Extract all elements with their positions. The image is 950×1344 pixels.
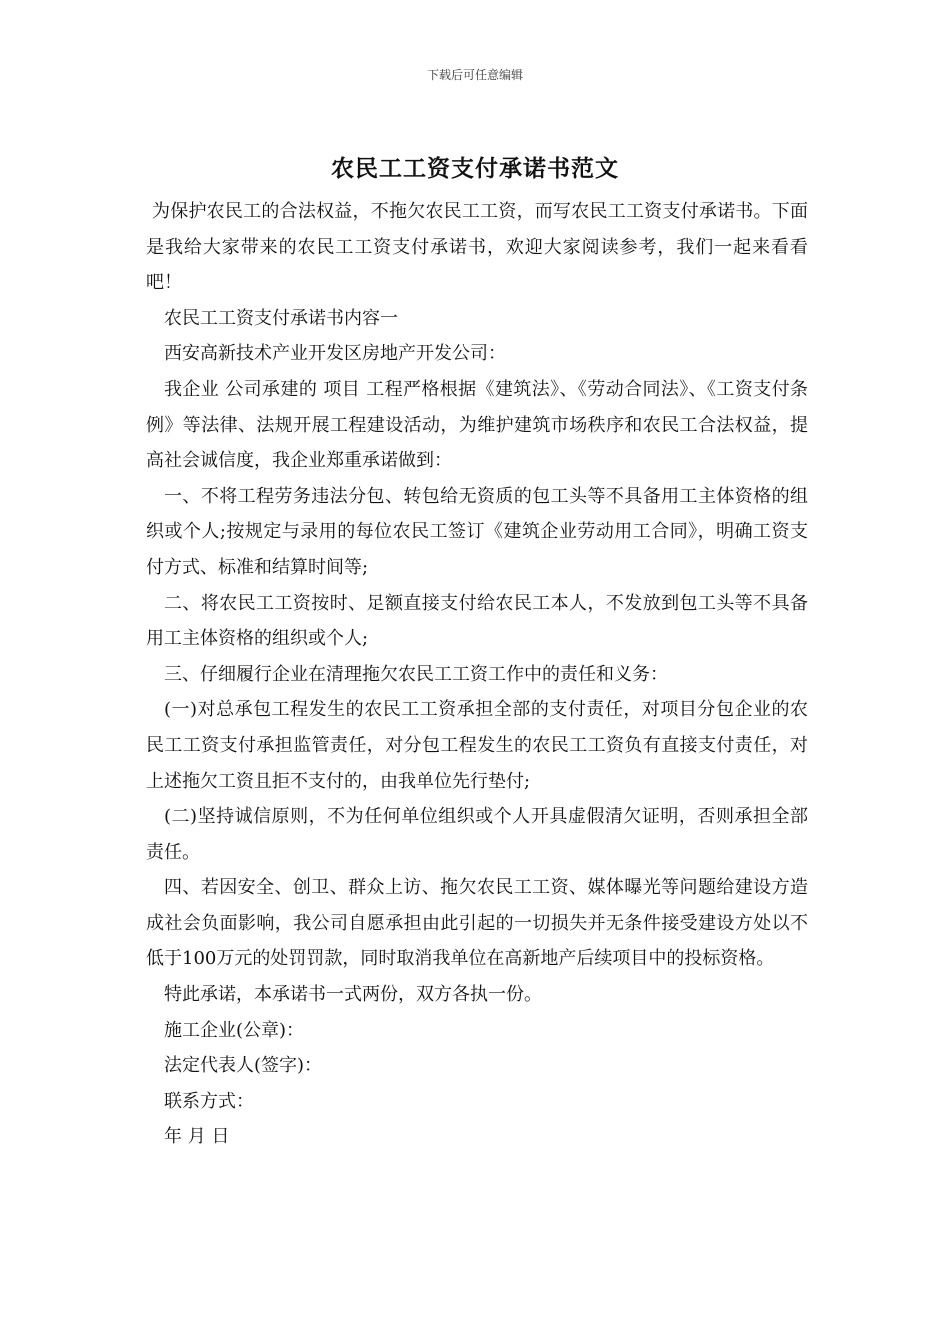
commitment-preamble: 我企业 公司承建的 项目 工程严格根据《建筑法》、《劳动合同法》、《工资支付条例》等法律、法规开展工程建设活动，为维护建筑市场秩序和农民工合法权益，提高社会诚信度，我企业郑重承诺做到： [146,378,808,472]
document-body [146,194,808,1155]
header-note: 下载后可任意编辑 [426,68,523,82]
sub-clause-two: (二)坚持诚信原则，不为任何单位组织或个人开具虚假清欠证明，否则承担全部责任。 [146,806,808,863]
sub-clause-one: (一)对总承包工程发生的农民工工资承担全部的支付责任，对项目分包企业的农民工工资支付承担监管责任，对分包工程发生的农民工工资负有直接支付责任，对上述拖欠工资且拒不支付的，由我单位先行垫付; [146,699,808,792]
contact-line: 联系方式： [164,1090,254,1112]
closing-statement: 特此承诺，本承诺书一式两份，双方各执一份。 [164,984,542,1006]
company-seal-line: 施工企业(公章)： [164,1019,305,1041]
document-title: 农民工工资支付承诺书范文 [331,155,619,182]
addressee-line: 西安高新技术产业开发区房地产开发公司： [164,343,506,365]
date-line: 年 月 日 [164,1126,230,1148]
clause-two: 二、将农民工工资按时、足额直接支付给农民工本人，不发放到包工头等不具备用工主体资格的组织或个人; [146,592,808,650]
legal-representative-line: 法定代表人(签字)： [164,1055,323,1077]
clause-three: 三、仔细履行企业在清理拖欠农民工工资工作中的责任和义务： [164,663,668,685]
clause-one: 一、不将工程劳务违法分包、转包给无资质的包工头等不具备用工主体资格的组织或个人;按规定与录用的每位农民工签订《建筑企业劳动用工合同》，明确工资支付方式、标准和结算时间等; [146,485,808,578]
intro-paragraph: 为保护农民工的合法权益，不拖欠农民工工资，而写农民工工资支付承诺书。下面是我给大家带来的农民工工资支付承诺书，欢迎大家阅读参考，我们一起来看看吧！ [146,201,808,294]
clause-four: 四、若因安全、创卫、群众上访、拖欠农民工工资、媒体曝光等问题给建设方造成社会负面影响，我公司自愿承担由此引起的一切损失并无条件接受建设方处以不低于100万元的处罚罚款，同时取消我单位在高新地产后续项目中的投标资格。 [146,877,808,970]
section-heading: 农民工工资支付承诺书内容一 [164,307,398,329]
